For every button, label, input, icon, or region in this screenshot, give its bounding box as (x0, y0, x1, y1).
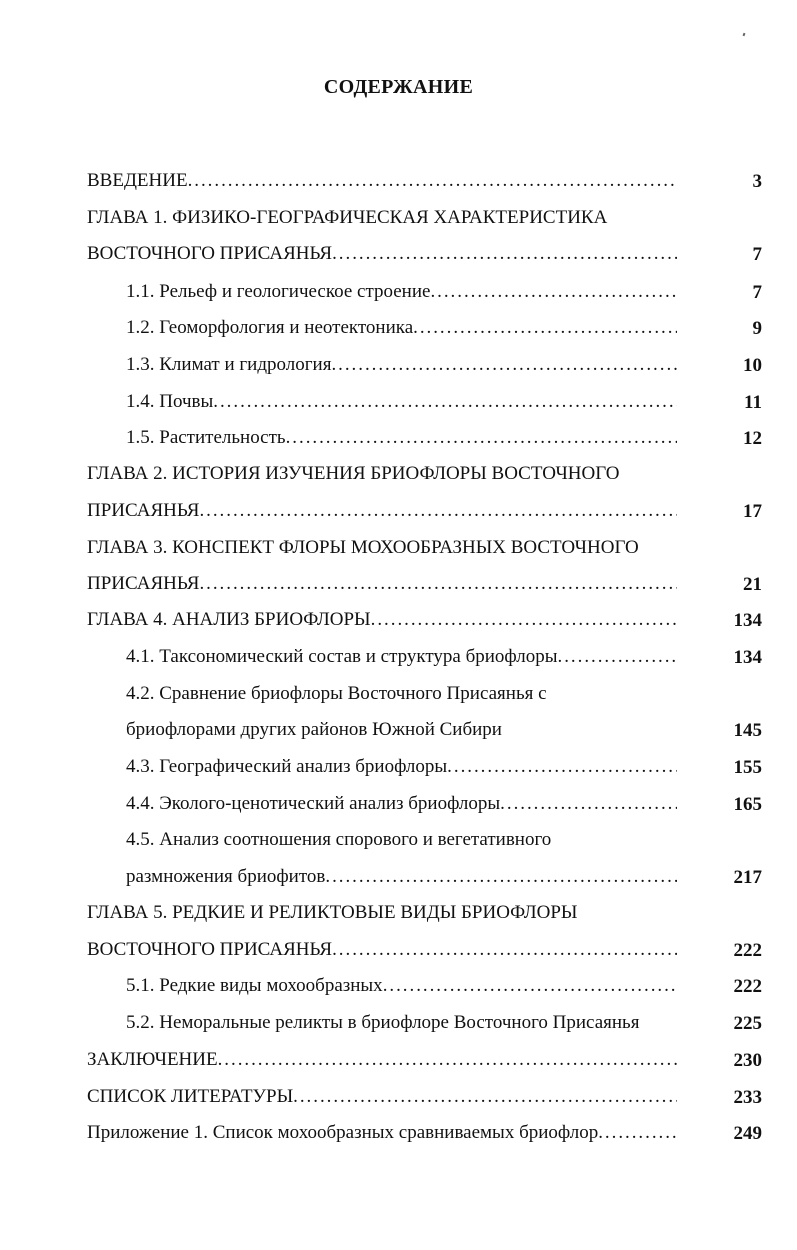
dot-leader (218, 1049, 677, 1071)
dot-leader (598, 1122, 677, 1144)
toc-page-number: 17 (743, 501, 762, 522)
toc-entry-line (87, 500, 677, 522)
toc-entry-title: 4.3. Географический анализ бриофлоры (126, 756, 448, 777)
toc-entry-title: размножения бриофитов (126, 866, 326, 887)
toc-entry-title: ГЛАВА 3. КОНСПЕКТ ФЛОРЫ МОХООБРАЗНЫХ ВОСТОЧНОГО (87, 537, 639, 558)
dot-leader (293, 1086, 677, 1108)
toc-entry-title: ПРИСАЯНЬЯ (87, 500, 200, 521)
dot-leader (383, 975, 677, 997)
dot-leader (332, 939, 677, 961)
toc-entry-line (126, 427, 677, 449)
dot-leader (213, 391, 677, 413)
dot-leader (332, 243, 677, 265)
toc-entry-title: ГЛАВА 1. ФИЗИКО-ГЕОГРАФИЧЕСКАЯ ХАРАКТЕРИСТИКА (87, 207, 608, 228)
toc-entry-title: 1.1. Рельеф и геологическое строение (126, 281, 431, 302)
toc-entry-line (87, 243, 677, 265)
dot-leader (325, 866, 677, 888)
toc-entry-title: 1.5. Растительность (126, 427, 286, 448)
toc-entry-section-1-4[interactable] (126, 391, 677, 413)
toc-page-number: 233 (733, 1087, 762, 1108)
toc-entry-section-4-2[interactable] (126, 719, 686, 741)
dot-leader (199, 500, 677, 522)
toc-page-number: 9 (752, 318, 762, 339)
toc-entry-title: ПРИСАЯНЬЯ (87, 573, 200, 594)
toc-entry-line (87, 1049, 677, 1071)
dot-leader (199, 573, 677, 595)
toc-entry-line (126, 793, 677, 815)
toc-entry-title: ГЛАВА 2. ИСТОРИЯ ИЗУЧЕНИЯ БРИОФЛОРЫ ВОСТОЧНОГО (87, 463, 620, 484)
toc-page-number: 249 (733, 1123, 762, 1144)
toc-entry-section-4-5-line-1[interactable] (126, 829, 686, 851)
toc-entry-line (126, 975, 677, 997)
toc-page-number: 155 (733, 757, 762, 778)
toc-entry-chapter-1-line-1[interactable] (87, 207, 687, 229)
toc-entry-line (126, 391, 677, 413)
toc-page-number: 225 (733, 1013, 762, 1034)
toc-entry-chapter-5[interactable] (87, 939, 677, 961)
toc-entry-line (87, 573, 677, 595)
toc-entry-section-4-3[interactable] (126, 756, 677, 778)
dot-leader (430, 281, 677, 303)
toc-entry-title: ГЛАВА 5. РЕДКИЕ И РЕЛИКТОВЫЕ ВИДЫ БРИОФЛОРЫ (87, 902, 578, 923)
scan-speck (743, 33, 746, 37)
toc-entry-section-4-1[interactable] (126, 646, 677, 668)
toc-entry-section-1-1[interactable] (126, 281, 677, 303)
toc-entry-title: ГЛАВА 4. АНАЛИЗ БРИОФЛОРЫ (87, 609, 371, 630)
page-title: СОДЕРЖАНИЕ (323, 76, 474, 98)
toc-entry-line (126, 281, 677, 303)
toc-entry-introduction[interactable] (87, 170, 677, 192)
toc-page-number: 222 (733, 976, 762, 997)
toc-entry-section-4-4[interactable] (126, 793, 677, 815)
toc-page-number: 134 (733, 647, 762, 668)
toc-entry-section-1-3[interactable] (126, 354, 677, 376)
toc-page-number: 10 (743, 355, 762, 376)
dot-leader (286, 427, 677, 449)
toc-entry-title: ВВЕДЕНИЕ (87, 170, 188, 191)
toc-entry-line (126, 866, 677, 888)
toc-entry-references[interactable] (87, 1086, 677, 1108)
toc-entry-title: 1.4. Почвы (126, 391, 214, 412)
toc-page-number: 7 (752, 244, 762, 265)
toc-page-number: 165 (733, 794, 762, 815)
toc-entry-section-4-5[interactable] (126, 866, 677, 888)
toc-entry-section-5-2[interactable] (126, 1012, 686, 1034)
toc-entry-section-1-5[interactable] (126, 427, 677, 449)
toc-entry-line (126, 646, 677, 668)
toc-entry-title: 1.2. Геоморфология и неотектоника (126, 317, 414, 338)
toc-entry-title: 4.5. Анализ соотношения спорового и вегетативного (126, 829, 552, 850)
toc-entry-section-1-2[interactable] (126, 317, 677, 339)
toc-entry-conclusion[interactable] (87, 1049, 677, 1071)
toc-entry-section-5-1[interactable] (126, 975, 677, 997)
toc-entry-chapter-3[interactable] (87, 573, 677, 595)
toc-entry-line (126, 354, 677, 376)
toc-page-number: 230 (733, 1050, 762, 1071)
toc-page-number: 7 (752, 282, 762, 303)
toc-page-number: 11 (744, 392, 762, 413)
toc-page-number: 3 (752, 171, 762, 192)
toc-entry-chapter-5-line-1[interactable] (87, 902, 687, 924)
toc-entry-title: 1.3. Климат и гидрология (126, 354, 332, 375)
toc-entry-section-4-2-line-1[interactable] (126, 683, 686, 705)
dot-leader (188, 170, 677, 192)
toc-entry-chapter-2[interactable] (87, 500, 677, 522)
toc-page-number: 12 (743, 428, 762, 449)
toc-entry-title: ВОСТОЧНОГО ПРИСАЯНЬЯ (87, 243, 333, 264)
toc-page-number: 217 (733, 867, 762, 888)
toc-page-number: 134 (733, 610, 762, 631)
dot-leader (500, 793, 677, 815)
toc-entry-line (87, 939, 677, 961)
toc-entry-line (126, 317, 677, 339)
toc-entry-chapter-1[interactable] (87, 243, 677, 265)
toc-entry-title: 5.1. Редкие виды мохообразных (126, 975, 383, 996)
toc-entry-chapter-2-line-1[interactable] (87, 463, 687, 485)
toc-entry-line (87, 609, 677, 631)
toc-entry-title: Приложение 1. Список мохообразных сравниваемых бриофлор (87, 1122, 599, 1143)
dot-leader (331, 354, 677, 376)
toc-entry-title: бриофлорами других районов Южной Сибири (126, 719, 502, 740)
toc-page-number: 145 (733, 720, 762, 741)
toc-entry-chapter-4[interactable] (87, 609, 677, 631)
toc-entry-title: 5.2. Неморальные реликты в бриофлоре Восточного Присаянья (126, 1012, 640, 1033)
toc-page-number: 21 (743, 574, 762, 595)
toc-entry-line (87, 1086, 677, 1108)
toc-entry-line (87, 1122, 677, 1144)
toc-entry-title: ВОСТОЧНОГО ПРИСАЯНЬЯ (87, 939, 333, 960)
toc-page-number: 222 (733, 940, 762, 961)
dot-leader (558, 646, 677, 668)
dot-leader (447, 756, 677, 778)
toc-entry-line (87, 170, 677, 192)
toc-entry-line (126, 756, 677, 778)
toc-entry-title: ЗАКЛЮЧЕНИЕ (87, 1049, 218, 1070)
toc-entry-title: 4.2. Сравнение бриофлоры Восточного Присаянья с (126, 683, 547, 704)
toc-entry-title: 4.1. Таксономический состав и структура бриофлоры (126, 646, 558, 667)
dot-leader (413, 317, 677, 339)
toc-entry-chapter-3-line-1[interactable] (87, 537, 687, 559)
dot-leader (371, 609, 677, 631)
toc-entry-title: СПИСОК ЛИТЕРАТУРЫ (87, 1086, 294, 1107)
toc-entry-title: 4.4. Эколого-ценотический анализ бриофлоры (126, 793, 501, 814)
toc-entry-appendix-1[interactable] (87, 1122, 677, 1144)
